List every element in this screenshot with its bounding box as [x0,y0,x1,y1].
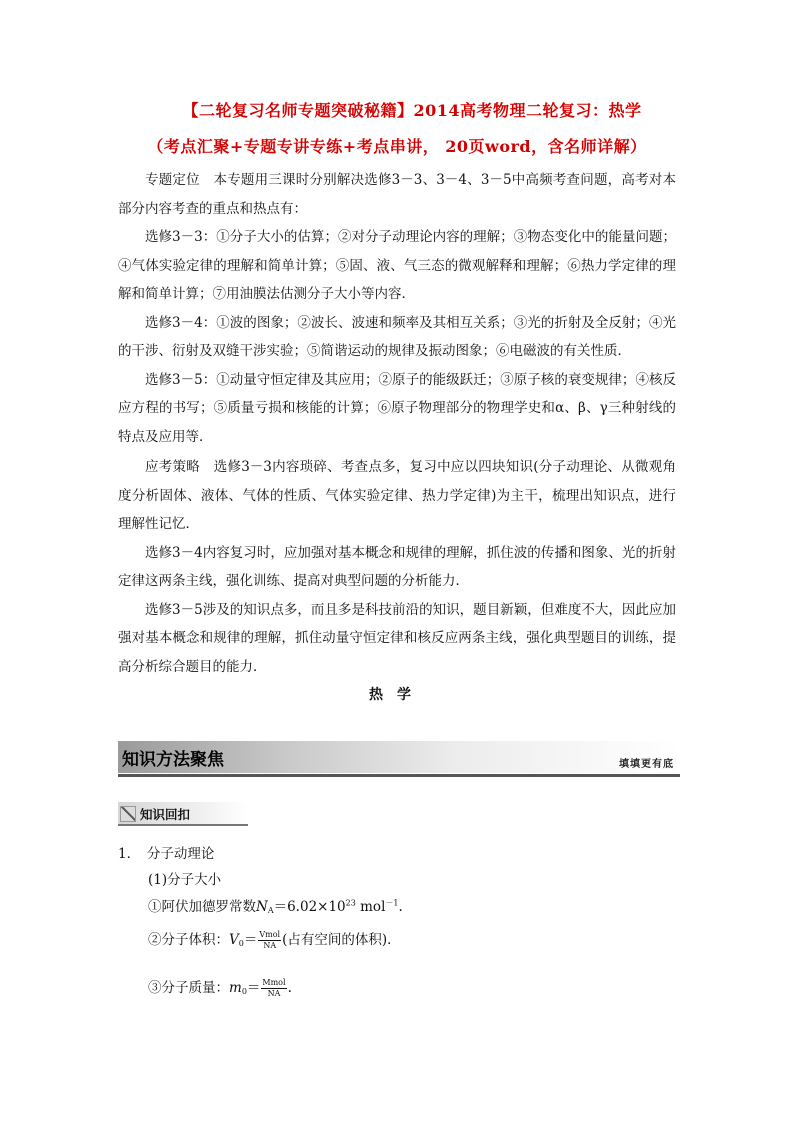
mass-fraction [261,978,286,999]
subsection-underline [118,824,248,826]
avogadro-exponent: 23 [345,898,356,908]
avogadro-subscript: A [267,906,274,915]
volume-numerator: Vmol [259,930,281,939]
mass-numerator: Mmol [262,978,286,987]
subsection-title: 知识回扣 [140,807,191,822]
paragraph-strategy-3-4: 选修3－4内容复习时，应加强对基本概念和规律的理解，抓住波的传播和图象、光的折射定律这两条主线，强化训练、提高对典型问题的分析能力． [118,544,676,589]
mass-period: . [287,980,292,996]
knowledge-banner [118,741,680,777]
item-1-1-heading: (1)分子大小 [148,872,222,888]
volume-symbol: V [229,932,239,948]
avogadro-unit-exponent: －1 [385,898,399,908]
volume-fraction [258,930,281,951]
volume-equals: ＝ [243,932,258,948]
avogadro-symbol: N [256,899,268,915]
document-title-line-1: 【二轮复习名师专题突破秘籍】2014高考物理二轮复习：热学 [182,101,642,120]
paragraph-strategy: 应考策略 选修3－3内容琐碎、考查点多，复习中应以四块知识(分子动理论、从微观角度分析固体、液体、气体的性质、气体实验定律、热力学定律)为主干，梳理出知识点，进行理解性记忆． [118,459,676,532]
volume-label: ②分子体积： [148,932,229,948]
banner-title: 知识方法聚焦 [122,750,224,770]
molecular-volume-line [148,928,401,951]
mass-subscript: 0 [241,987,247,996]
mass-symbol: m [229,980,242,996]
avogadro-line [148,895,403,915]
avogadro-label: ①阿伏加德罗常数 [148,899,256,915]
banner-underline [118,774,680,777]
slash-box-icon [120,806,136,822]
avogadro-unit: mol [355,899,386,915]
intro-section [118,166,676,681]
volume-note: (占有空间的体积)． [282,932,401,948]
volume-subscript: 0 [238,939,244,948]
avogadro-period: . [398,899,403,915]
volume-denominator: NA [263,941,277,950]
document-title-line-2: （考点汇聚+专题专讲专练+考点串讲， 20页word，含名师详解） [147,137,647,156]
mass-label: ③分子质量： [148,980,229,996]
mass-denominator: NA [267,989,281,998]
section-heading: 热学 [369,687,425,703]
paragraph-strategy-3-5: 选修3－5涉及的知识点多，而且多是科技前沿的知识，题目新颖，但难度不大，因此应加强对基本概念和规律的理解，抓住动量守恒定律和核反应两条主线，强化典型题目的训练，提高分析综合题目的能力． [118,601,676,675]
item-1-heading: 1． 分子动理论 [118,846,215,862]
avogadro-value: ＝6.02×10 [273,899,346,915]
subsection-header [118,802,248,826]
paragraph-elective-3-5: 选修3－5：①动量守恒定律及其应用；②原子的能级跃迁；③原子核的衰变规律；④核反应方程的书写；⑤质量亏损和核能的计算；⑥原子物理部分的物理学史和α、β、γ三种射线的特点及应用等． [118,371,676,445]
mass-equals: ＝ [246,980,261,996]
paragraph-elective-3-3: 选修3－3：①分子大小的估算；②对分子动理论内容的理解；③物态变化中的能量问题；④气体实验定律的理解和简单计算；⑤固、液、气三态的微观解释和理解；⑥热力学定律的理解和简单计算；⑦用油膜法估测分子大小等内容． [118,229,676,302]
paragraph-positioning: 专题定位 本专题用三课时分别解决选修3－3、3－4、3－5中高频考查问题，高考对本部分内容考查的重点和热点有： [118,172,676,217]
paragraph-elective-3-4: 选修3－4：①波的图象；②波长、波速和频率及其相互关系；③光的折射及全反射；④光的干涉、衍射及双缝干涉实验；⑤简谐运动的规律及振动图象；⑥电磁波的有关性质． [118,314,676,359]
banner-tagline: 填填更有底 [619,759,674,770]
molecular-mass-line [148,976,292,999]
